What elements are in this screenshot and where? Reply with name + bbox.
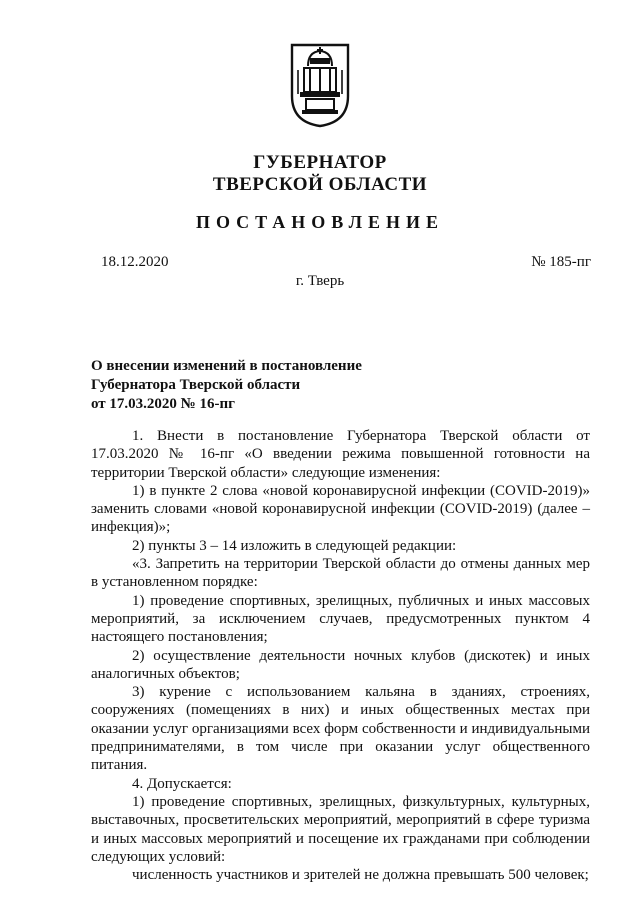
- authority-name-line2: ТВЕРСКОЙ ОБЛАСТИ: [212, 174, 428, 195]
- body-paragraph: 1) проведение спортивных, зрелищных, физкультурных, культурных, выставочных, просветительских мероприятий, мероприятий в сфере туризма и иных массовых мероприятий и посещение их гражданами при соблюдении следующих условий:: [91, 793, 590, 865]
- body-paragraph: 3) курение с использованием кальяна в зданиях, строениях, сооружениях (помещениях в них) и иных общественных местах при оказании услуг организациями всех форм собственности и индивидуальными предпринимателями, в том числе при оказании услуг общественного питания.: [91, 684, 590, 774]
- body-paragraph: 4. Допускается:: [132, 775, 232, 792]
- body-paragraph: «3. Запретить на территории Тверской области до отмены данных мер в установленном порядке:: [91, 556, 590, 591]
- document-city: г. Тверь: [295, 273, 345, 289]
- document-body: [91, 427, 590, 884]
- subject-line: от 17.03.2020 № 16-пг: [91, 396, 235, 412]
- body-paragraph: 2) пункты 3 – 14 изложить в следующей редакции:: [132, 537, 457, 554]
- body-paragraph: 1) проведение спортивных, зрелищных, публичных и иных массовых мероприятий, за исключением случаев, предусмотренных пунктом 4 настоящего постановления;: [91, 592, 590, 646]
- document-subject: [91, 357, 362, 414]
- subject-line: Губернатора Тверской области: [91, 377, 301, 393]
- document-type: ПОСТАНОВЛЕНИЕ: [195, 212, 445, 232]
- body-paragraph: 2) осуществление деятельности ночных клубов (дискотек) и иных аналогичных объектов;: [91, 647, 590, 682]
- document-number: № 185-пг: [531, 254, 591, 270]
- document-date: 18.12.2020: [101, 254, 169, 270]
- subject-line: О внесении изменений в постановление: [91, 358, 362, 374]
- authority-name-line1: ГУБЕРНАТОР: [253, 152, 387, 173]
- body-paragraph: численность участников и зрителей не должна превышать 500 человек;: [132, 867, 589, 884]
- tver-coat-of-arms-icon: [289, 42, 351, 128]
- body-paragraph: 1. Внести в постановление Губернатора Тверской области от 17.03.2020 № 16-пг «О введении режима повышенной готовности на территории Тверской области» следующие изменения:: [91, 428, 590, 481]
- body-paragraph: 1) в пункте 2 слова «новой коронавирусной инфекции (COVID-2019)» заменить словами «новой коронавирусной инфекции (COVID-2019) (далее – инфекция)»;: [91, 482, 590, 536]
